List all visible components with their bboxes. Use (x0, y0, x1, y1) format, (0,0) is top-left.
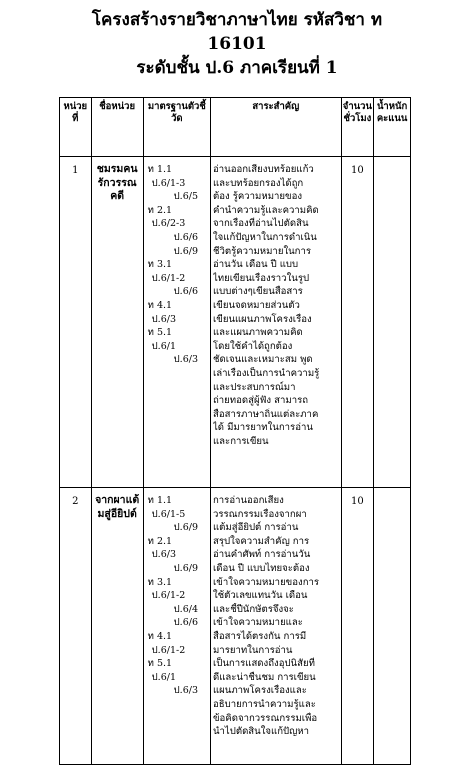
header-unit-no: หน่วยที่ (60, 98, 92, 157)
unit-name: ชมรมคนรักวรรณคดี (91, 157, 143, 488)
standards-cell: ท 1.1 ป.6/1-5 ป.6/9 ท 2.1 ป.6/3 ป.6/9 ท 3.1 ป.6/1-2 ป.6/4 ป.6/6 ท 4.1 ป.6/1-2 ท 5.1 ป.6/1 ป.6/3 (143, 488, 210, 765)
weight-cell (374, 488, 411, 765)
hours-cell: 10 (341, 157, 374, 488)
header-weight: น้ำหนักคะแนน (374, 98, 411, 157)
header-unit-name: ชื่อหน่วย (91, 98, 143, 157)
unit-number: 2 (60, 488, 92, 765)
header-content: สาระสำคัญ (210, 98, 341, 157)
title-line-1: โครงสร้างรายวิชาภาษาไทย รหัสวิชา ท (91, 10, 383, 30)
hours-cell: 10 (341, 488, 374, 765)
unit-number: 1 (60, 157, 92, 488)
standards-cell: ท 1.1 ป.6/1-3 ป.6/5 ท 2.1 ป.6/2-3 ป.6/6 ป.6/9 ท 3.1 ป.6/1-2 ป.6/6 ท 4.1 ป.6/3 ท 5.1 ป.6/1 ป.6/3 (143, 157, 210, 488)
title-line-3: ระดับชั้น ป.6 ภาคเรียนที่ 1 (136, 58, 338, 78)
content-cell: การอ่านออกเสียง วรรณกรรมเรื่องจากผา แต้มสู่อียิปต์ การอ่าน สรุปใจความสำคัญ การ อ่านคำศัพท์ การอ่านวัน เดือน ปี แบบไทยจะต้อง เข้าใจความหมายของการ ใช้ตัวเลขแทนวัน เดือน และชี้ปีนักษัตรจึงจะ เข้าใจความหมายและ สื่อสารได้ตรงกัน การมี มารยาทในการอ่าน เป็นการแสดงถึงอุปนิสัยที่ ดีและน่าชื่นชม การเขียน แผนภาพโครงเรื่องและ อธิบายการนำความรู้และ ข้อคิดจากวรรณกรรมเพื่อ นำไปตัดสินใจแก้ปัญหา (210, 488, 341, 765)
table-row (60, 157, 411, 488)
table-header-row (60, 98, 411, 157)
title-line-2: 16101 (207, 34, 267, 54)
course-structure-table (59, 97, 411, 765)
table-row (60, 488, 411, 765)
weight-cell (374, 157, 411, 488)
header-standard: มาตรฐานตัวชี้วัด (143, 98, 210, 157)
unit-name: จากผาแต้มสู่อียิปต์ (91, 488, 143, 765)
content-cell: อ่านออกเสียงบทร้อยแก้ว และบทร้อยกรองได้ถูก ต้อง รู้ความหมายของ คำนำความรู้และความคิด จากเรื่องที่อ่านไปตัดสิน ใจแก้ปัญหาในการดำเนิน ชีวิตรู้ความหมายในการ อ่านวัน เดือน ปี แบบ ไทยเขียนเรื่องราวในรูป แบบต่างๆเขียนสื่อสาร เขียนจดหมายส่วนตัว เขียนแผนภาพโครงเรื่อง และแผนภาพความคิด โดยใช้คำได้ถูกต้อง ชัดเจนและเหมาะสม พูด เล่าเรื่องเป็นการนำความรู้ และประสบการณ์มา ถ่ายทอดสู่ผู้ฟัง สามารถ สื่อสารภาษาถิ่นแต่ละภาค ได้ มีมารยาทในการอ่าน และการเขียน (210, 157, 341, 488)
header-hours: จำนวนชั่วโมง (341, 98, 374, 157)
